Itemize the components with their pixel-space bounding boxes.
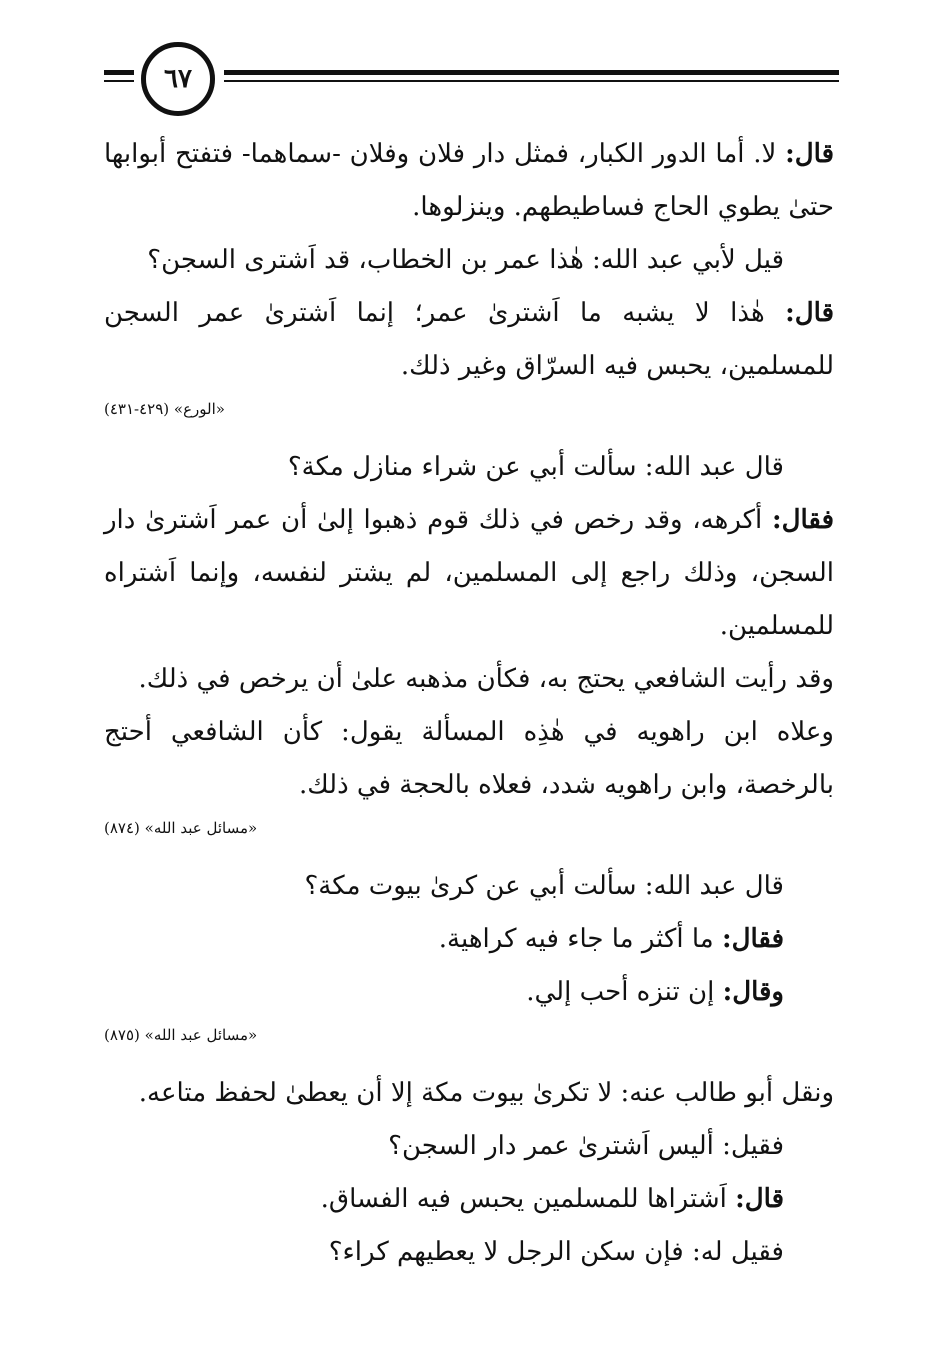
paragraph-text: قال عبد الله: سألت أبي عن كرىٰ بيوت مكة؟ [304,871,784,901]
paragraph [104,287,834,393]
paragraph-text: فقيل له: فإن سكن الرجل لا يعطيهم كراء؟ [328,1237,784,1267]
paragraph [104,128,834,234]
source-citation [104,397,834,421]
paragraph-text: لا. أما الدور الكبار، فمثل دار فلان وفلان -سماهما- فتفتح أبوابها حتىٰ يطوي الحاج فساطيطهم. وينزلوها. [104,139,834,222]
paragraph-text: ونقل أبو طالب عنه: لا تكرىٰ بيوت مكة إلا أن يعطىٰ لحفظ متاعه. [138,1078,834,1108]
speaker-label: وقال: [722,977,784,1007]
source-citation-text: «مسائل عبد الله» (٨٧٤) [104,819,258,837]
paragraph-text: وعلاه ابن راهويه في هٰذِه المسألة يقول: كأن الشافعي أحتج بالرخصة، وابن راهويه شدد، فعلاه بالحجة في ذلك. [104,717,834,800]
paragraph [104,1226,834,1279]
speaker-label: فقال: [772,505,834,535]
page-header [104,42,839,122]
paragraph [104,653,834,706]
paragraph [104,913,834,966]
paragraph [104,966,834,1019]
speaker-label: قال: [785,139,834,169]
paragraph-text: أكرهه، وقد رخص في ذلك قوم ذهبوا إلىٰ أن عمر اَشترىٰ دار السجن، وذلك راجع إلى المسلمين، لم يشتر لنفسه، وإنما اَشتراه للمسلمين. [104,505,834,641]
page-number: ٦٧ [141,42,215,116]
page-body [104,128,834,1279]
paragraph-text: هٰذا لا يشبه ما اَشترىٰ عمر؛ إنما اَشترىٰ عمر السجن للمسلمين، يحبس فيه السرّاق وغير ذلك. [104,298,834,381]
paragraph-text: وقد رأيت الشافعي يحتج به، فكأن مذهبه علىٰ أن يرخص في ذلك. [138,664,834,694]
paragraph [104,234,834,287]
paragraph [104,494,834,653]
paragraph [104,441,834,494]
source-citation-text: «الورع» (٤٢٩-٤٣١) [104,400,225,418]
source-citation [104,816,834,840]
paragraph-text: قيل لأبي عبد الله: هٰذا عمر بن الخطاب، قد اَشترى السجن؟ [147,245,784,275]
paragraph-text: إن تنزه أحب إلي. [526,977,723,1007]
paragraph [104,1120,834,1173]
speaker-label: فقال: [722,924,784,954]
paragraph-text: اَشتراها للمسلمين يحبس فيه الفساق. [320,1184,736,1214]
paragraph [104,1173,834,1226]
speaker-label: قال: [785,298,834,328]
paragraph [104,1067,834,1120]
paragraph-text: فقيل: أليس اَشترىٰ عمر دار السجن؟ [388,1131,784,1161]
speaker-label: قال: [735,1184,784,1214]
paragraph-text: قال عبد الله: سألت أبي عن شراء منازل مكة؟ [287,452,784,482]
paragraph-text: ما أكثر ما جاء فيه كراهية. [438,924,722,954]
source-citation [104,1023,834,1047]
paragraph [104,706,834,812]
source-citation-text: «مسائل عبد الله» (٨٧٥) [104,1026,258,1044]
paragraph [104,860,834,913]
